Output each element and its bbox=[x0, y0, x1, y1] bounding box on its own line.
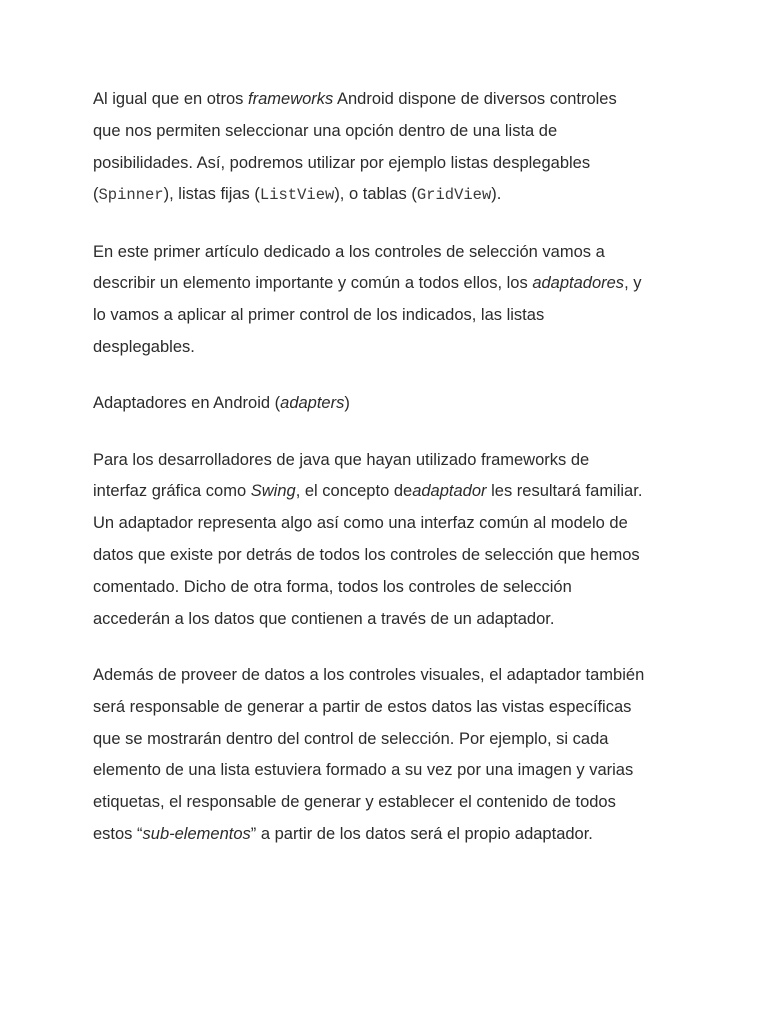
text-line: desplegables. bbox=[93, 338, 195, 357]
text-line: (Spinner), listas fijas (ListView), o tablas (GridView). bbox=[93, 185, 502, 205]
code-listview: ListView bbox=[259, 186, 335, 205]
text-line: que nos permiten seleccionar una opción dentro de una lista de bbox=[93, 121, 558, 140]
text-line: será responsable de generar a partir de estos datos las vistas específicas bbox=[93, 697, 632, 716]
text-line: Al igual que en otros frameworks Android dispone de diversos controles bbox=[93, 90, 617, 108]
text-line: interfaz gráfica como Swing, el concepto deadaptador les resultará familiar. bbox=[93, 482, 643, 501]
section-heading-adapters bbox=[93, 388, 693, 420]
paragraph-adapter-views bbox=[93, 660, 693, 851]
text-line: Adaptadores en Android (adapters) bbox=[93, 394, 350, 413]
text-line: estos “sub-elementos” a partir de los datos será el propio adaptador. bbox=[93, 824, 593, 843]
text-line: accederán a los datos que contienen a través de un adaptador. bbox=[93, 609, 555, 628]
text-line: describir un elemento importante y común a todos ellos, los adaptadores, y bbox=[93, 274, 642, 293]
text-line: Además de proveer de datos a los controles visuales, el adaptador también bbox=[93, 665, 645, 684]
text-line: elemento de una lista estuviera formado a su vez por una imagen y varias bbox=[93, 761, 634, 780]
text-line: datos que existe por detrás de todos los controles de selección que hemos bbox=[93, 546, 640, 565]
text-line: Para los desarrolladores de java que hayan utilizado frameworks de bbox=[93, 450, 590, 469]
paragraph-intro bbox=[93, 84, 693, 212]
text-line: etiquetas, el responsable de generar y establecer el contenido de todos bbox=[93, 793, 616, 812]
text-line: Un adaptador representa algo así como una interfaz común al modelo de bbox=[93, 514, 628, 533]
paragraph-java-developers bbox=[93, 445, 693, 636]
text-line: En este primer artículo dedicado a los controles de selección vamos a bbox=[93, 242, 605, 261]
paragraph-first-article bbox=[93, 237, 693, 364]
code-spinner: Spinner bbox=[98, 186, 164, 205]
text-line: que se mostrarán dentro del control de selección. Por ejemplo, si cada bbox=[93, 729, 609, 748]
document-page bbox=[93, 84, 693, 875]
text-line: posibilidades. Así, podremos utilizar por ejemplo listas desplegables bbox=[93, 153, 591, 172]
text-line: comentado. Dicho de otra forma, todos los controles de selección bbox=[93, 577, 572, 596]
code-gridview: GridView bbox=[416, 186, 492, 205]
text-line: lo vamos a aplicar al primer control de los indicados, las listas bbox=[93, 306, 545, 325]
